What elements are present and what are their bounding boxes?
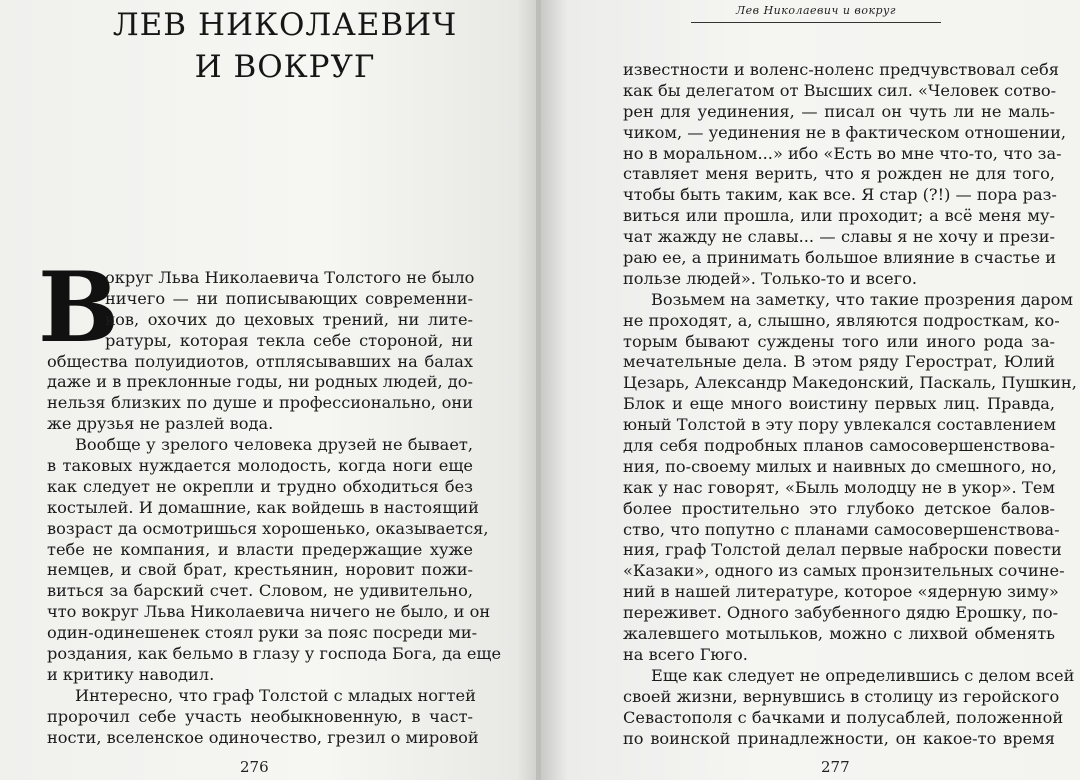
text-line: ничего — ни пописывающих современни-: [105, 288, 473, 308]
page-number-right: 277: [821, 758, 850, 776]
text-line: ков, охочих до цеховых трений, ни лите-: [105, 309, 473, 329]
text-line: пророчил себе участь необыкновенную, в част-: [47, 706, 473, 726]
text-line: мечательные дела. В этом ряду Герострат, Юлий: [623, 352, 1055, 372]
text-line: торым бывают суждены того или иного рода за-: [623, 331, 1055, 351]
text-line: тебе не компания, и власти предержащие хуже: [47, 539, 473, 559]
right-page: [541, 0, 1080, 780]
text-line: возраст да осмотришься хорошенько, оказывается,: [47, 518, 489, 538]
text-line: своей жизни, вернувшись в столицу из геройского: [623, 686, 1060, 706]
text-line: переживет. Одного забубенного дядю Ерошку, по-: [623, 603, 1059, 623]
text-line: немцев, и свой брат, крестьянин, норовит пожи-: [47, 560, 473, 580]
text-line: ставляет меня верить, что я рожден не для того,: [623, 164, 1055, 184]
text-line: даже и в преклонные годы, ни родных людей, до-: [47, 372, 473, 392]
text-line: роздания, как бельмо в глазу у господа Бога, да еще: [47, 644, 502, 664]
text-line: нельзя близких по душе и профессионально, они: [47, 393, 473, 413]
chapter-title: [60, 4, 510, 88]
text-line: ратуры, которая текла себе стороной, ни: [105, 330, 473, 350]
text-line: ния, граф Толстой делал первые наброски повести: [623, 540, 1062, 560]
text-line: ности, вселенское одиночество, грезил о мировой: [47, 727, 479, 747]
text-line: и критику наводил.: [47, 664, 215, 684]
text-line: жалевшего мотыльков, можно с лихвой обменять: [623, 624, 1055, 644]
left-page: [0, 0, 538, 780]
text-line: в таковых нуждается молодость, когда ноги еще: [47, 456, 473, 476]
chapter-title-line-2: И ВОКРУГ: [194, 49, 376, 85]
text-line: Вообще у зрелого человека друзей не бывает,: [75, 435, 473, 455]
text-line: Севастополя с бачками и полусаблей, положенной: [623, 707, 1064, 727]
text-line: общества полуидиотов, отплясывавших на балах: [47, 351, 473, 371]
text-line: Блок и еще много воистину первых лиц. Правда,: [623, 394, 1055, 414]
text-line: на всего Гюго.: [623, 644, 748, 664]
text-line: как следует не окрепли и трудно обходиться без: [47, 476, 473, 496]
text-line: что вокруг Льва Николаевича ничего не было, и он: [47, 602, 491, 622]
text-line: округ Льва Николаевича Толстого не было: [105, 268, 475, 287]
text-line: как у нас говорят, «Быль молодцу не в укор». Тем: [623, 477, 1055, 497]
text-line: чиком, — уединения не в фактическом отношении,: [623, 122, 1067, 142]
text-line: ний в нашей литературе, которое «ядерную зиму»: [623, 582, 1059, 602]
text-line: костылей. И домашние, как войдешь в настоящий: [47, 497, 479, 517]
text-line: юный Толстой в эту пору увлекался составлением: [623, 415, 1056, 435]
text-line: виться или прошла, или проходит; а всё меня му-: [623, 206, 1055, 226]
text-line: как бы делегатом от Высших сил. «Человек сотво-: [623, 80, 1057, 100]
text-line: Возьмем на заметку, что такие прозрения даром: [651, 289, 1074, 309]
text-line: Цезарь, Александр Македонский, Паскаль, Пушкин,: [623, 373, 1077, 393]
text-line: ния, по-своему милых и наивных до смешного, но,: [623, 456, 1057, 476]
text-line: же друзья не разлей вода.: [47, 414, 274, 434]
text-line: пользе людей». Только-то и всего.: [623, 268, 917, 288]
right-body-text: [623, 60, 1077, 749]
text-line: более простительно это глубоко детское балов-: [623, 498, 1055, 518]
text-line: Еще как следует не определившись с делом всей: [651, 665, 1075, 685]
text-line: раю ее, а принимать большое влияние в счастье и: [623, 248, 1057, 268]
text-line: рен для уединения, — писал он чуть ли не маль-: [623, 101, 1055, 121]
text-line: «Казаки», одного из самых пронзительных сочине-: [623, 561, 1065, 581]
text-line: не проходят, а, слышно, являются подросткам, ко-: [623, 310, 1060, 330]
drop-cap: В: [38, 251, 120, 364]
page-number-left: 276: [240, 758, 269, 776]
text-line: Интересно, что граф Толстой с младых ногтей: [75, 685, 476, 705]
text-line: виться за барский счет. Словом, не удивительно,: [47, 581, 473, 601]
text-line: известности и воленс-ноленс предчувствовал себя: [623, 60, 1059, 79]
running-head: Лев Николаевич и вокруг: [735, 4, 896, 17]
left-body-text: [47, 268, 502, 748]
running-head-rule: [691, 22, 941, 23]
text-line: чтобы быть таким, как все. Я стар (?!) — пора раз-: [623, 185, 1057, 205]
text-line: ство, что попутно с планами самосовершенствова-: [623, 519, 1060, 539]
text-line: один-одинешенек стоял руки за пояс посреди ми-: [47, 623, 478, 643]
text-line: чат жажду не славы... — славы я не хочу и прези-: [623, 227, 1055, 247]
chapter-title-line-1: ЛЕВ НИКОЛАЕВИЧ: [112, 7, 458, 43]
text-line: по воинской принадлежности, он какое-то время: [623, 728, 1055, 748]
text-line: для себя подробных планов самосовершенствова-: [623, 436, 1055, 456]
text-line: но в моральном...» ибо «Есть во мне что-то, что за-: [623, 143, 1062, 163]
